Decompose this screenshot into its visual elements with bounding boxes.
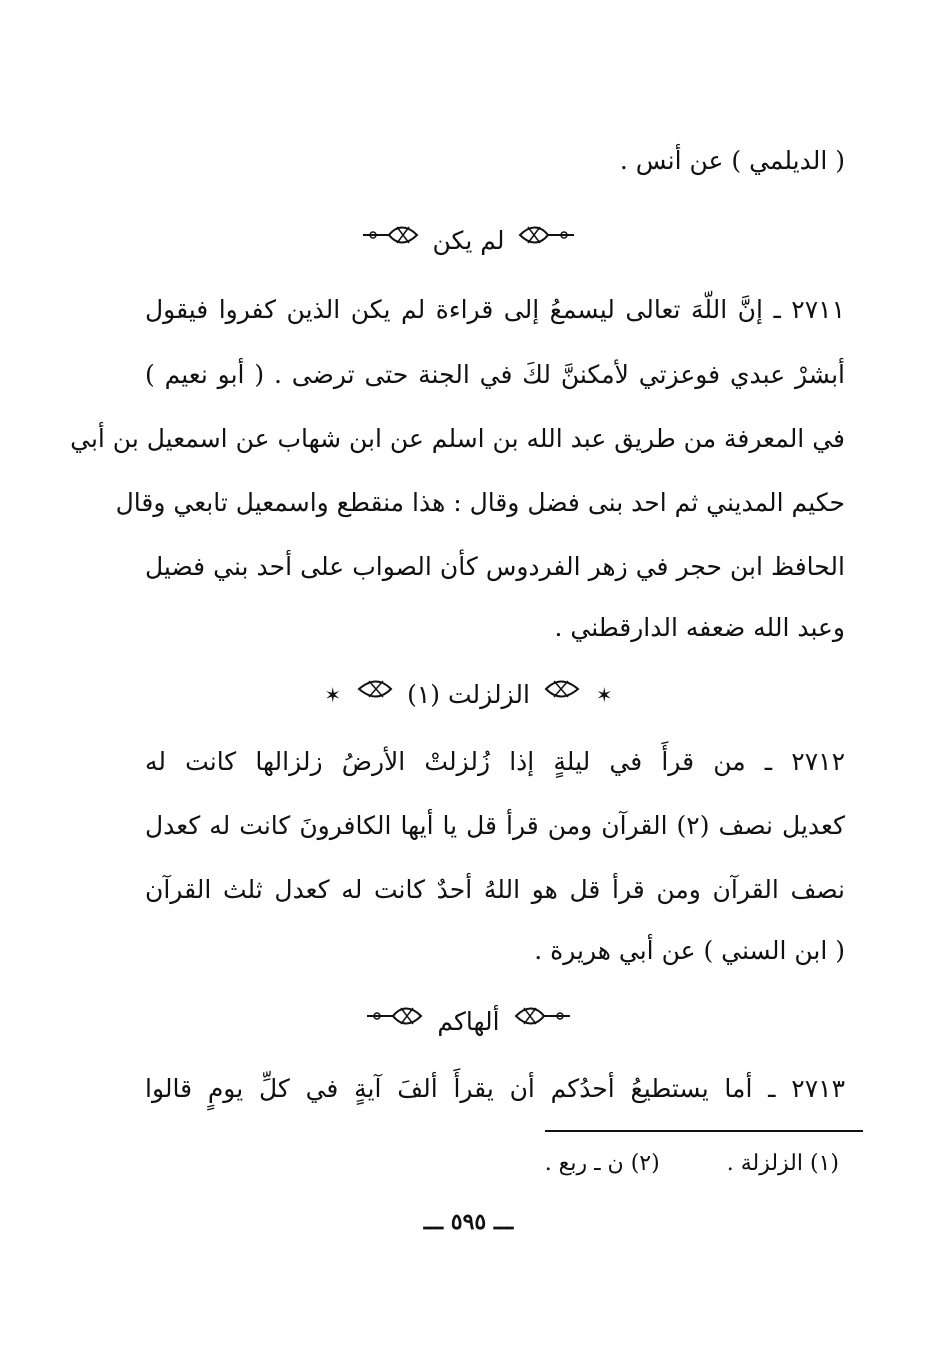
text-line: في المعرفة من طريق عبد الله بن اسلم عن ابن شهاب عن اسمعيل بن أبي <box>70 424 845 453</box>
star-icon: ✶ <box>324 682 342 707</box>
section-heading <box>0 1000 937 1042</box>
ornament-icon <box>365 1002 423 1042</box>
text-line: ( ابن السني ) عن أبي هريرة . <box>534 936 845 965</box>
text-line: ( الديلمي ) عن أنس . <box>619 146 845 175</box>
heading-title: لم يكن <box>432 225 505 255</box>
ornament-icon <box>544 675 580 715</box>
section-heading <box>0 673 937 715</box>
text-line: أبشرْ عبدي فوعزتي لأمكننَّ لكَ في الجنة حتى ترضى . ( أبو نعيم ) <box>145 360 845 389</box>
ornament-icon <box>518 221 576 261</box>
text-line: نصف القرآن ومن قرأ قل هو اللهُ أحدٌ كانت له كعدل ثلث القرآن <box>145 875 845 904</box>
footnote: (١) الزلزلة . <box>726 1151 839 1176</box>
page-number: ـــ ٥٩٥ ـــ <box>423 1209 514 1235</box>
ornament-icon <box>514 1002 572 1042</box>
footnotes <box>339 1146 839 1182</box>
heading-title: ألهاكم <box>437 1006 500 1036</box>
ornament-icon <box>361 221 419 261</box>
text-line: ٢٧١١ ـ إنَّ اللّهَ تعالى ليسمعُ إلى قراءة لم يكن الذين كفروا فيقول <box>145 295 845 324</box>
star-icon: ✶ <box>595 682 613 707</box>
text-line: وعبد الله ضعفه الدارقطني . <box>554 613 845 642</box>
text-line: حكيم المديني ثم احد بنى فضل وقال : هذا منقطع واسمعيل تابعي وقال <box>115 488 845 517</box>
text-line: ٢٧١٢ ـ من قرأَ في ليلةٍ إذا زُلزلتْ الأرضُ زلزالها كانت له <box>145 747 845 776</box>
section-heading <box>0 219 937 261</box>
footnote-divider <box>545 1130 863 1132</box>
heading-title: الزلزلت (١) <box>407 679 530 709</box>
text-line: كعديل نصف (٢) القرآن ومن قرأ قل يا أيها الكافرونَ كانت له كعدل <box>145 811 845 840</box>
text-line: الحافظ ابن حجر في زهر الفردوس كأن الصواب على أحد بني فضيل <box>145 552 845 581</box>
ornament-icon <box>357 675 393 715</box>
footnote: (٢) ن ـ ربع . <box>544 1151 660 1176</box>
text-line: ٢٧١٣ ـ أما يستطيعُ أحدُكم أن يقرأَ ألفَ آيةٍ في كلِّ يومٍ قالوا <box>145 1074 845 1103</box>
